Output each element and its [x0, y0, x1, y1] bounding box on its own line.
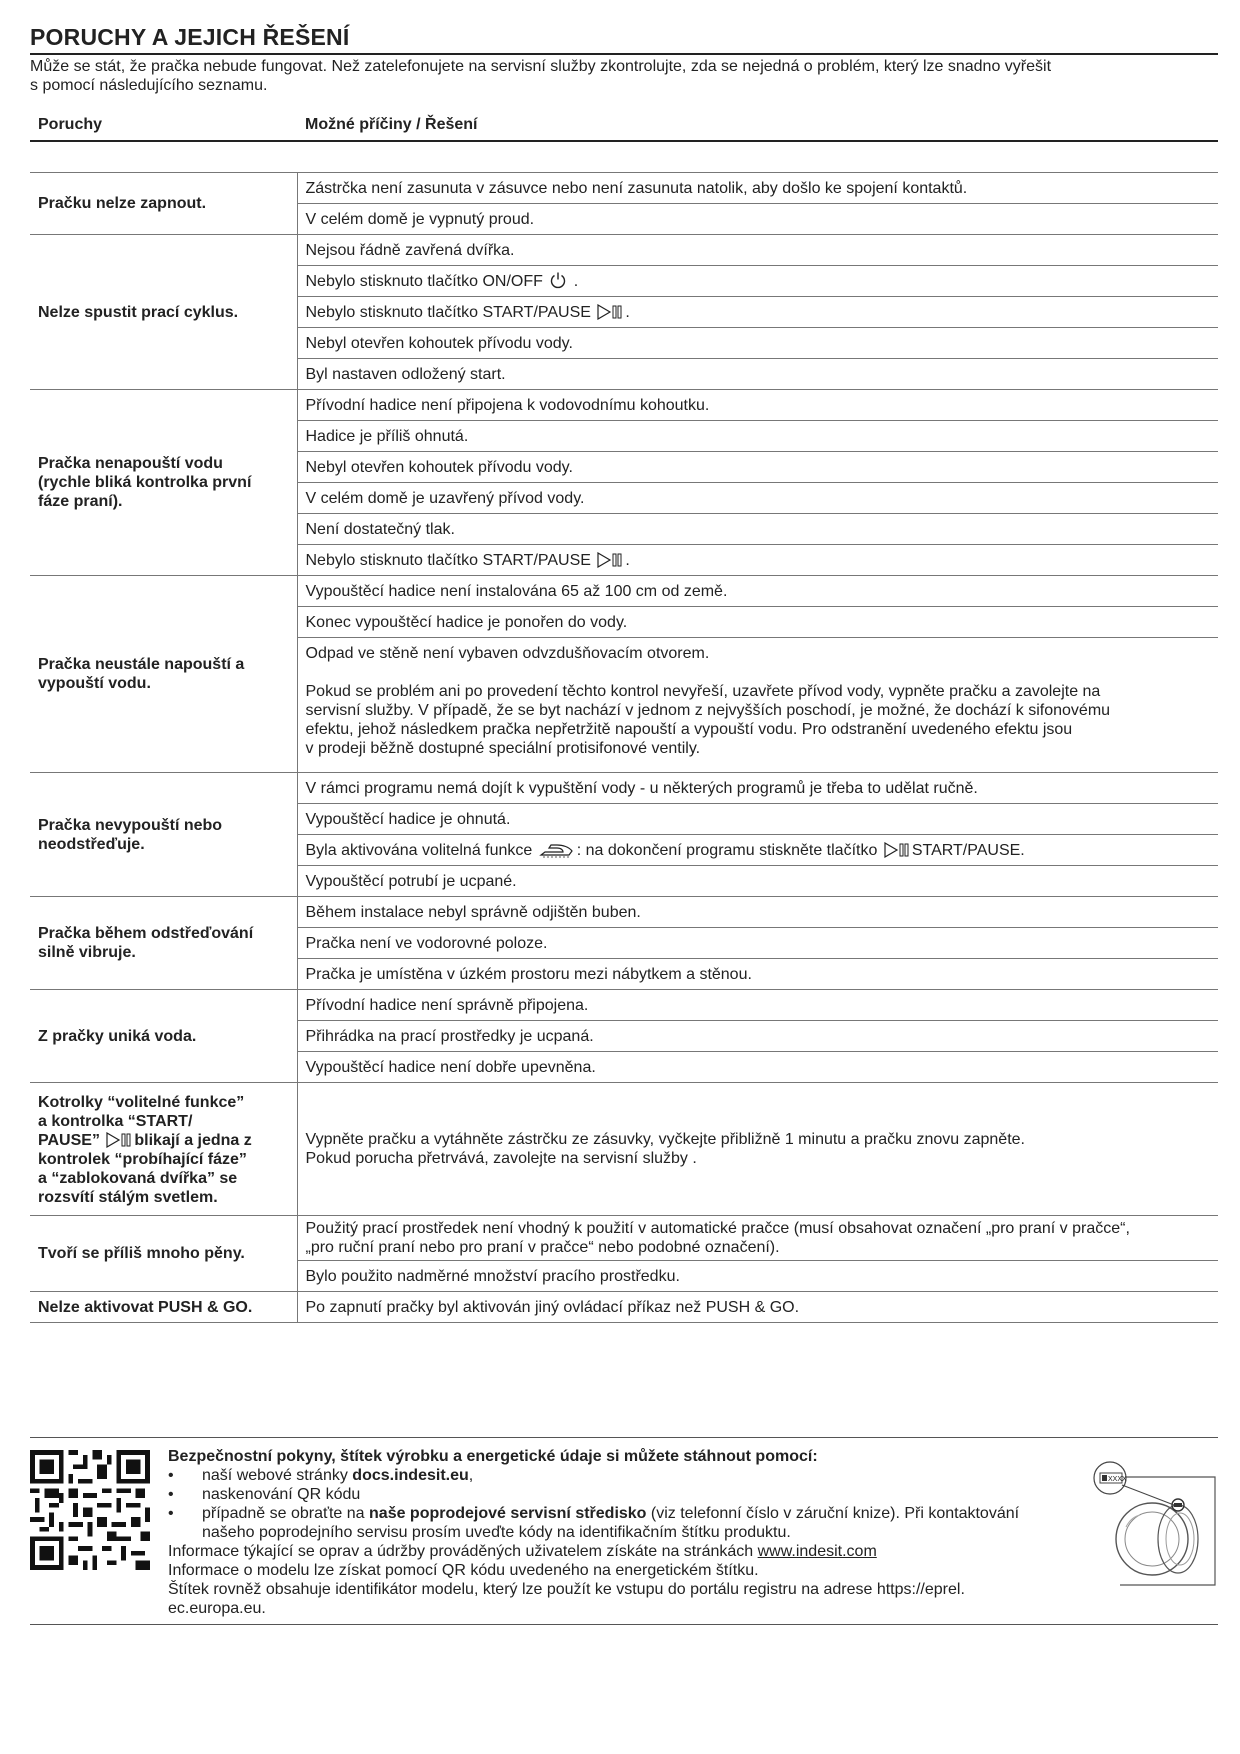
solution-note: servisní služby. V případě, že se byt nachází v jednom z nejvyšších poschodí, je možné, že dochází k sifonovému	[305, 702, 1111, 719]
table-row	[30, 576, 1218, 607]
footer-text: ec.europa.eu.	[168, 1600, 266, 1617]
solution-text: Během instalace nebyl správně odjištěn buben.	[305, 903, 641, 921]
fault-cell	[30, 990, 297, 1083]
footer-text: našeho poprodejního servisu prosím uveďte kódy na identifikačním štítku produktu.	[202, 1524, 791, 1541]
fault-text: PAUSE”	[38, 1132, 100, 1149]
solution-cell	[297, 1083, 1218, 1216]
table-row	[30, 773, 1218, 804]
solution-cell	[297, 328, 1218, 359]
list-item: • naší webové stránky docs.indesit.eu,	[168, 1467, 474, 1484]
solution-text: Vypouštěcí hadice není dobře upevněna.	[305, 1058, 596, 1076]
solution-text: START/PAUSE.	[911, 841, 1025, 859]
fault-cell	[30, 1216, 297, 1292]
solution-cell	[297, 804, 1218, 835]
fault-text: Nelze spustit prací cyklus.	[38, 303, 239, 321]
table-row	[30, 897, 1218, 928]
fault-text: Kotrolky “volitelné funkce”	[38, 1094, 245, 1111]
solution-cell	[297, 638, 1218, 773]
footer-text: Informace týkající se oprav a údržby prováděných uživatelem získáte na stránkách	[168, 1543, 758, 1560]
table-row	[30, 1292, 1218, 1323]
solution-text: Nebylo stisknuto tlačítko START/PAUSE	[305, 303, 591, 321]
fault-cell	[30, 576, 297, 773]
solution-text: Přívodní hadice není správně připojena.	[305, 996, 589, 1014]
footer-text: Štítek rovněž obsahuje identifikátor modelu, který lze použít ke vstupu do portálu registru na adrese https://eprel.	[168, 1581, 965, 1598]
solution-text: : na dokončení programu stiskněte tlačítko	[576, 841, 878, 859]
solution-cell	[297, 576, 1218, 607]
solution-cell	[297, 1052, 1218, 1083]
solution-cell	[297, 897, 1218, 928]
solution-text: Vypouštěcí potrubí je ucpané.	[305, 872, 517, 890]
fault-text: Pračka nevypouští nebo	[38, 816, 223, 834]
fault-text: Pračka neustále napouští a	[38, 656, 245, 673]
start-pause-icon	[106, 1132, 132, 1148]
intro-line: s pomocí následujícího seznamu.	[30, 77, 268, 94]
fault-cell	[30, 1292, 297, 1323]
solution-text: Konec vypouštěcí hadice je ponořen do vody.	[305, 613, 628, 631]
header-faults: Poruchy	[30, 110, 297, 141]
solution-text: Pračka je umístěna v úzkém prostoru mezi nábytkem a stěnou.	[305, 965, 752, 983]
solution-text: Není dostatečný tlak.	[305, 520, 455, 538]
solution-note: Pokud se problém ani po provedení těchto kontrol nevyřeší, uzavřete přívod vody, vypněte pračku a zavolejte na	[305, 683, 1101, 700]
solution-text: Byla aktivována volitelná funkce	[305, 841, 533, 859]
solution-cell	[297, 390, 1218, 421]
list-item: • případně se obraťte na naše poprodejové servisní středisko (viz telefonní číslo v záruční knize). Při kontaktování	[168, 1505, 1020, 1522]
footer-info	[168, 1447, 1068, 1618]
footer-bottom-rule	[30, 1624, 1218, 1625]
label-code: XXXX	[1108, 1476, 1127, 1483]
solution-text: Vypouštěcí hadice je ohnutá.	[305, 810, 511, 828]
solution-cell	[297, 1216, 1218, 1261]
solution-cell	[297, 990, 1218, 1021]
solution-cell	[297, 173, 1218, 204]
solution-note: v prodeji běžně dostupné speciální protisifonové ventily.	[305, 740, 701, 757]
solution-text: Odpad ve stěně není vybaven odvzdušňovacím otvorem.	[305, 645, 710, 662]
fault-cell	[30, 897, 297, 990]
solution-text: Přívodní hadice není připojena k vodovodnímu kohoutku.	[305, 396, 710, 414]
solution-text: Pokud porucha přetrvává, zavolejte na servisní služby .	[305, 1150, 697, 1167]
qr-code	[30, 1450, 150, 1570]
iron-icon	[539, 842, 575, 858]
fault-cell	[30, 173, 297, 235]
fault-text: rozsvítí stálým svetlem.	[38, 1189, 218, 1206]
footer-text: případně se obraťte na	[202, 1505, 370, 1522]
solution-cell: Nebylo stisknuto tlačítko START/PAUSE .	[297, 297, 1218, 328]
fault-text: Pračka nenapouští vodu	[38, 455, 223, 472]
solution-text: Hadice je příliš ohnutá.	[305, 427, 469, 445]
fault-text: a “zablokovaná dvířka” se	[38, 1170, 238, 1187]
solution-note: efektu, jehož následkem pračka nepřetržitě napouští a vypouští vodu. Pro odstranění uvedeného efektu jsou	[305, 721, 1073, 738]
solution-cell	[297, 235, 1218, 266]
table-row	[30, 990, 1218, 1021]
solution-text: Pračka není ve vodorovné poloze.	[305, 934, 548, 952]
fault-cell	[30, 773, 297, 897]
solution-cell: Nebylo stisknuto tlačítko ON/OFF .	[297, 266, 1218, 297]
fault-text: blikají a jedna z	[134, 1132, 252, 1149]
fault-text: a kontrolka “START/	[38, 1113, 193, 1130]
table-row	[30, 1216, 1218, 1261]
solution-cell	[297, 773, 1218, 804]
start-pause-icon	[597, 304, 623, 320]
table-row	[30, 390, 1218, 421]
solution-text: Vypouštěcí hadice není instalována 65 až 100 cm od země.	[305, 582, 728, 600]
footer-text: ,	[468, 1467, 474, 1484]
solution-cell	[297, 1261, 1218, 1292]
footer-top-rule	[30, 1437, 1218, 1438]
solution-cell	[297, 607, 1218, 638]
fault-text: vypouští vodu.	[38, 675, 151, 692]
solution-cell	[297, 359, 1218, 390]
fault-text: (rychle bliká kontrolka první	[38, 474, 252, 491]
solution-cell	[297, 514, 1218, 545]
footer-text: (viz telefonní číslo v záruční knize). Při kontaktování	[646, 1505, 1020, 1522]
fault-text: kontrolek “probíhající fáze”	[38, 1151, 247, 1168]
solution-cell	[297, 483, 1218, 514]
fault-cell	[30, 1083, 297, 1216]
fault-text: Pračka během odstřeďování	[38, 925, 254, 942]
fault-text: Z pračky uniká voda.	[38, 1027, 197, 1045]
solution-text: Vypněte pračku a vytáhněte zástrčku ze zásuvky, vyčkejte přibližně 1 minutu a pračku znovu zapněte.	[305, 1131, 1025, 1148]
table-row	[30, 1083, 1218, 1216]
footer-text: naší webové stránky	[202, 1467, 353, 1484]
solution-text: Bylo použito nadměrné množství pracího prostředku.	[305, 1267, 680, 1285]
table-row	[30, 235, 1218, 266]
solution-cell	[297, 204, 1218, 235]
solution-text: Byl nastaven odložený start.	[305, 365, 506, 383]
solution-text: Nebyl otevřen kohoutek přívodu vody.	[305, 334, 573, 352]
washing-machine-label-illustration	[1090, 1457, 1220, 1587]
fault-text: Nelze aktivovat PUSH & GO.	[38, 1298, 253, 1316]
fault-text: Tvoří se příliš mnoho pěny.	[38, 1245, 245, 1262]
footer-text-bold: naše poprodejové servisní středisko	[369, 1505, 647, 1522]
list-item: • naskenování QR kódu	[168, 1486, 361, 1503]
solution-cell: Nebylo stisknuto tlačítko START/PAUSE .	[297, 545, 1218, 576]
solution-text: Nebylo stisknuto tlačítko ON/OFF	[305, 273, 543, 290]
intro-text	[30, 57, 1218, 95]
fault-text: neodstřeďuje.	[38, 835, 145, 853]
solution-text: V celém domě je vypnutý proud.	[305, 210, 535, 228]
solution-cell	[297, 1021, 1218, 1052]
table-row	[30, 173, 1218, 204]
solution-text: Použitý prací prostředek není vhodný k použití v automatické pračce (musí obsahovat označení „pro praní v pračce“,	[305, 1220, 1130, 1237]
solution-text: Nebyl otevřen kohoutek přívodu vody.	[305, 458, 573, 476]
power-icon	[549, 271, 567, 289]
header-rule	[30, 141, 1218, 173]
header-causes-solutions: Možné příčiny / Řešení	[297, 110, 1218, 141]
footer-text: naskenování QR kódu	[202, 1486, 361, 1503]
solution-text: V rámci programu nemá dojít k vypuštění vody - u některých programů je třeba to udělat ručně.	[305, 779, 978, 797]
footer-heading: Bezpečnostní pokyny, štítek výrobku a energetické údaje si můžete stáhnout pomocí:	[168, 1448, 818, 1465]
footer-text: Informace o modelu lze získat pomocí QR kódu uvedeného na energetickém štítku.	[168, 1562, 759, 1579]
intro-line: Může se stát, že pračka nebude fungovat. Než zatelefonujete na servisní služby zkontrolujte, zda se nejedná o problém, který lze snadno vyřešit	[30, 58, 1052, 75]
fault-text: Pračku nelze zapnout.	[38, 195, 207, 212]
page-title: PORUCHY A JEJICH ŘEŠENÍ	[30, 24, 1218, 55]
solution-text: „pro ruční praní nebo pro praní v pračce“ nebo podobné označení).	[305, 1239, 780, 1256]
fault-text: fáze praní).	[38, 493, 123, 510]
solution-text: Po zapnutí pračky byl aktivován jiný ovládací příkaz než PUSH & GO.	[305, 1298, 800, 1316]
solution-text: Nejsou řádně zavřená dvířka.	[305, 241, 515, 259]
start-pause-icon	[884, 842, 910, 858]
fault-text: silně vibruje.	[38, 944, 136, 961]
solution-text: V celém domě je uzavřený přívod vody.	[305, 489, 585, 507]
solution-text: Nebylo stisknuto tlačítko START/PAUSE	[305, 551, 591, 569]
solution-text: Přihrádka na prací prostředky je ucpaná.	[305, 1027, 594, 1045]
fault-cell	[30, 390, 297, 576]
solution-cell	[297, 452, 1218, 483]
solution-cell	[297, 866, 1218, 897]
indesit-link[interactable]: www.indesit.com	[757, 1543, 877, 1560]
solution-cell	[297, 928, 1218, 959]
solution-cell	[297, 835, 1218, 866]
solution-text: Zástrčka není zasunuta v zásuvce nebo není zasunuta natolik, aby došlo ke spojení kontaktů.	[305, 179, 968, 197]
troubleshooting-table	[30, 110, 1218, 1323]
list-item	[168, 1523, 1068, 1542]
solution-cell	[297, 421, 1218, 452]
fault-cell	[30, 235, 297, 390]
start-pause-icon	[597, 552, 623, 568]
solution-cell	[297, 959, 1218, 990]
solution-cell	[297, 1292, 1218, 1323]
docs-link: docs.indesit.eu	[352, 1467, 469, 1484]
